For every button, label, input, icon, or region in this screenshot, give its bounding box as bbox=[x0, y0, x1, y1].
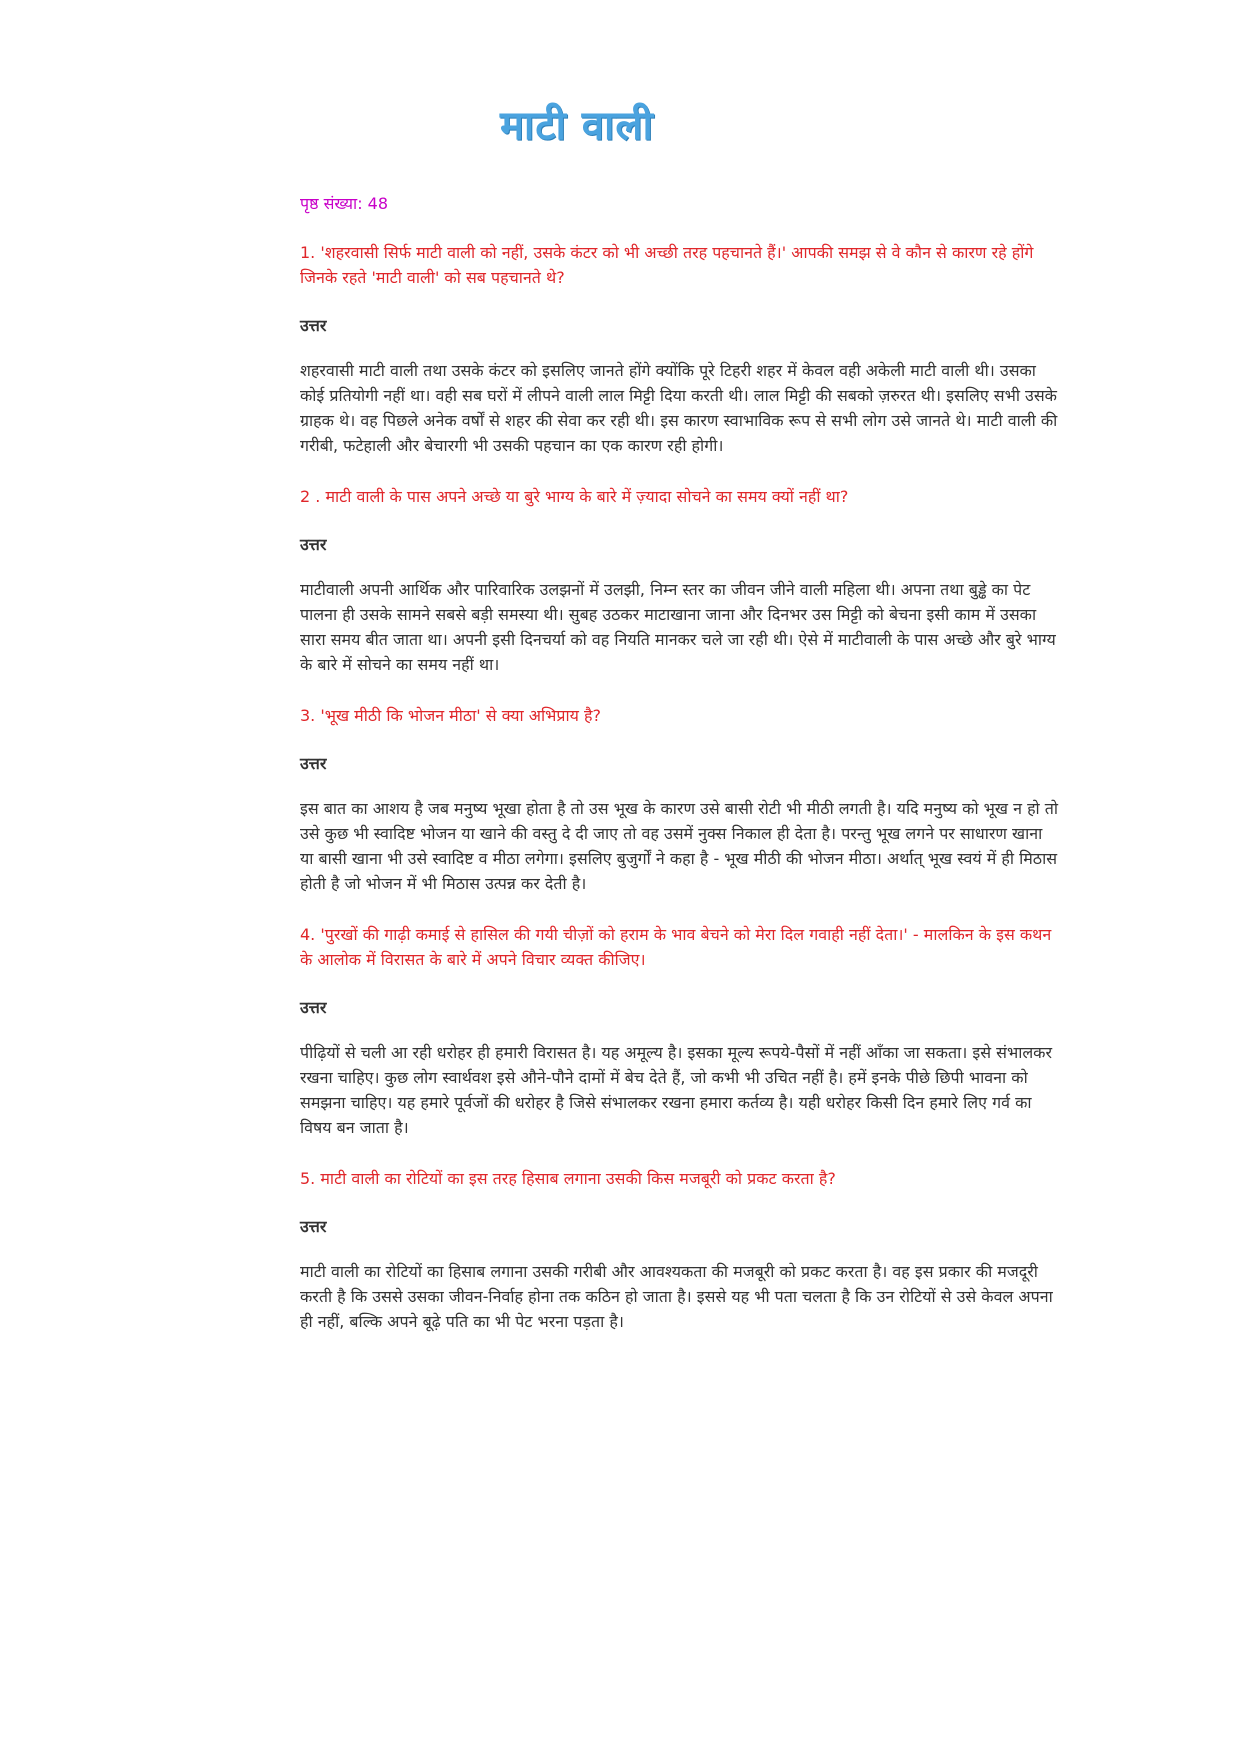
answer-label: उत्तर bbox=[300, 316, 327, 335]
question: 5. माटी वाली का रोटियों का इस तरह हिसाब लगाना उसकी किस मजबूरी को प्रकट करता है? bbox=[300, 1169, 836, 1188]
answer-label: उत्तर bbox=[300, 754, 327, 773]
answer-text: माटी वाली का रोटियों का हिसाब लगाना उसकी गरीबी और आवश्यकता की मजबूरी को प्रकट करता है। वह इस प्रकार की मजदूरी करती है कि उससे उसका जीवन-निर्वाह होना तक कठिन हो जाता है। इससे यह भी पता चलता है कि उन रोटियों से उसे केवल अपना ही नहीं, बल्कि अपने बूढ़े पति का भी पेट भरना पड़ता है। bbox=[300, 1262, 1053, 1331]
qa-block-5 bbox=[300, 1166, 1060, 1334]
answer-text: पीढ़ियों से चली आ रही धरोहर ही हमारी विरासत है। यह अमूल्य है। इसका मूल्य रूपये-पैसों में नहीं आँका जा सकता। इसे संभालकर रखना चाहिए। कुछ लोग स्वार्थवश इसे औने-पौने दामों में बेच देते हैं, जो कभी भी उचित नहीं है। हमें इनके पीछे छिपी भावना को समझना चाहिए। यह हमारे पूर्वजों की धरोहर है जिसे संभालकर रखना हमारा कर्तव्य है। यही धरोहर किसी दिन हमारे लिए गर्व का विषय बन जाता है। bbox=[300, 1043, 1053, 1137]
qa-block-3 bbox=[300, 703, 1060, 896]
answer-label: उत्तर bbox=[300, 535, 327, 554]
qa-block-4 bbox=[300, 922, 1060, 1140]
question: 1. 'शहरवासी सिर्फ माटी वाली को नहीं, उसके कंटर को भी अच्छी तरह पहचानते हैं।' आपकी समझ से वे कौन से कारण रहे होंगे जिनके रहते 'माटी वाली' को सब पहचानते थे? bbox=[300, 243, 1034, 287]
qa-block-2 bbox=[300, 484, 1060, 677]
question: 3. 'भूख मीठी कि भोजन मीठा' से क्या अभिप्राय है? bbox=[300, 706, 601, 725]
qa-block-1 bbox=[300, 240, 1060, 458]
page-title: माटी वाली bbox=[500, 103, 654, 149]
question: 4. 'पुरखों की गाढ़ी कमाई से हासिल की गयी चीज़ों को हराम के भाव बेचने को मेरा दिल गवाही नहीं देता।' - मालकिन के इस कथन के आलोक में विरासत के बारे में अपने विचार व्यक्त कीजिए। bbox=[300, 925, 1052, 969]
question: 2 . माटी वाली के पास अपने अच्छे या बुरे भाग्य के बारे में ज़्यादा सोचने का समय क्यों नहीं था? bbox=[300, 487, 849, 506]
answer-text: शहरवासी माटी वाली तथा उसके कंटर को इसलिए जानते होंगे क्योंकि पूरे टिहरी शहर में केवल वही अकेली माटी वाली थी। उसका कोई प्रतियोगी नहीं था। वही सब घरों में लीपने वाली लाल मिट्टी दिया करती थी। लाल मिट्टी की सबको ज़रुरत थी। इसलिए सभी उसके ग्राहक थे। वह पिछले अनेक वर्षों से शहर की सेवा कर रही थी। इस कारण स्वाभाविक रूप से सभी लोग उसे जानते थे। माटी वाली की गरीबी, फटेहाली और बेचारगी भी उसकी पहचान का एक कारण रही होगी। bbox=[300, 361, 1058, 455]
answer-label: उत्तर bbox=[300, 1217, 327, 1236]
answer-text: इस बात का आशय है जब मनुष्य भूखा होता है तो उस भूख के कारण उसे बासी रोटी भी मीठी लगती है। यदि मनुष्य को भूख न हो तो उसे कुछ भी स्वादिष्ट भोजन या खाने की वस्तु दे दी जाए तो वह उसमें नुक्स निकाल ही देता है। परन्तु भूख लगने पर साधारण खाना या बासी खाना भी उसे स्वादिष्ट व मीठा लगेगा। इसलिए बुजुर्गों ने कहा है - भूख मीठी की भोजन मीठा। अर्थात् भूख स्वयं में ही मिठास होती है जो भोजन में भी मिठास उत्पन्न कर देती है। bbox=[300, 799, 1059, 893]
answer-label: उत्तर bbox=[300, 998, 327, 1017]
answer-text: माटीवाली अपनी आर्थिक और पारिवारिक उलझनों में उलझी, निम्न स्तर का जीवन जीने वाली महिला थी। अपना तथा बुड्ढे का पेट पालना ही उसके सामने सबसे बड़ी समस्या थी। सुबह उठकर माटाखाना जाना और दिनभर उस मिट्टी को बेचना इसी काम में उसका सारा समय बीत जाता था। अपनी इसी दिनचर्या को वह नियति मानकर चले जा रही थी। ऐसे में माटीवाली के पास अच्छे और बुरे भाग्य के बारे में सोचने का समय नहीं था। bbox=[300, 580, 1056, 674]
page-number: पृष्ठ संख्या: 48 bbox=[300, 194, 389, 213]
document-body bbox=[300, 96, 1060, 1334]
